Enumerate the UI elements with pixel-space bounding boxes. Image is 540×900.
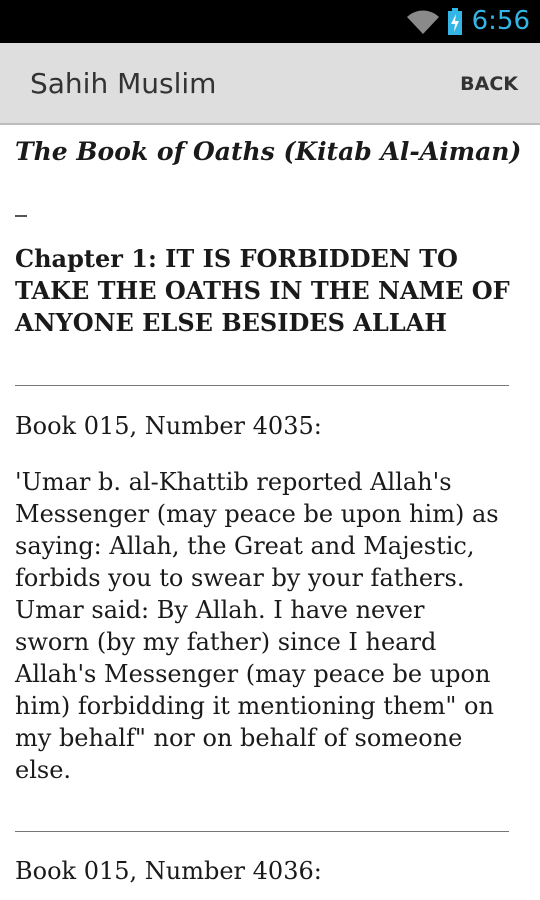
- app-title: Sahih Muslim: [30, 67, 217, 100]
- wifi-icon: [406, 9, 440, 35]
- chapter-title: Chapter 1: IT IS FORBIDDEN TO TAKE THE OATHS IN THE NAME OF ANYONE ELSE BESIDES ALLAH: [15, 244, 510, 337]
- status-bar: [0, 0, 540, 43]
- hadith-number: Book 015, Number 4035:: [15, 412, 322, 440]
- dash-separator: [15, 215, 27, 217]
- divider: [15, 831, 509, 832]
- hadith-text: 'Umar b. al-Khattib reported Allah's Messenger (may peace be upon him) as saying: Allah, the Great and Majestic, forbids you to swear by your fathers. Umar said: By Allah. I have never sworn (by my father) since I heard Allah's Messenger (may peace be upon him) forbidding it mentioning them" on my behalf" nor on behalf of someone else.: [15, 468, 499, 784]
- status-clock: 6:56: [471, 6, 530, 36]
- action-bar: [0, 43, 540, 125]
- battery-charging-icon: [448, 8, 462, 35]
- divider: [15, 385, 509, 386]
- status-icons: [406, 0, 530, 43]
- book-title: The Book of Oaths (Kitab Al-Aiman): [15, 137, 522, 166]
- hadith-number: Book 015, Number 4036:: [15, 857, 322, 885]
- back-button[interactable]: BACK: [460, 73, 518, 95]
